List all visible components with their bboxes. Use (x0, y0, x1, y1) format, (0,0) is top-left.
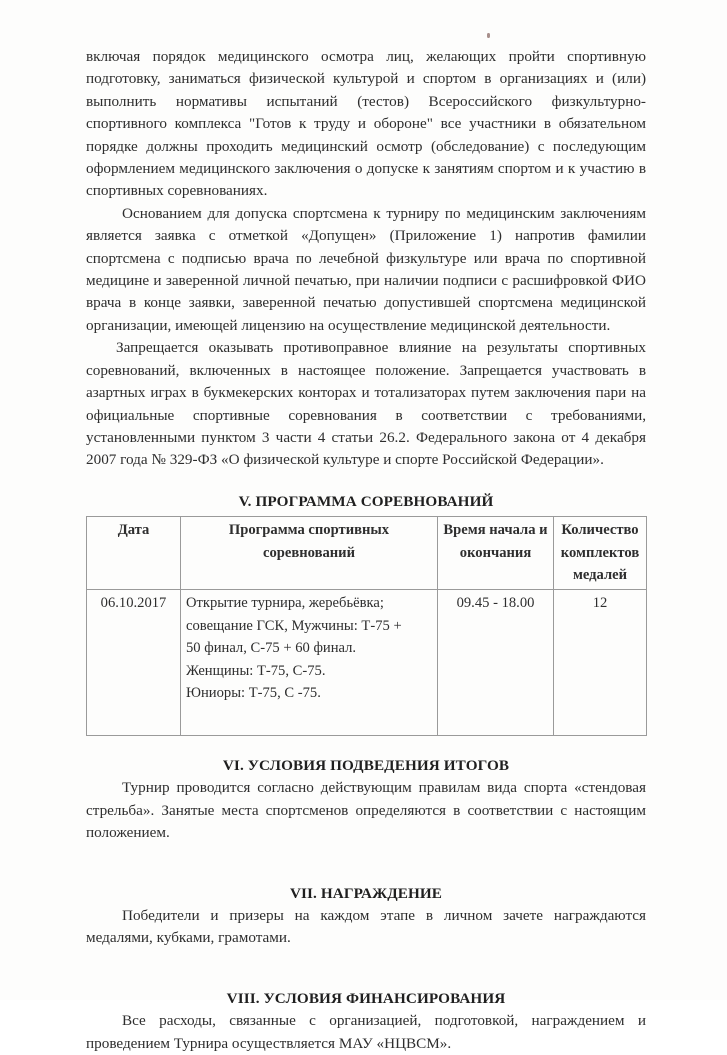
section-vii (86, 883, 646, 950)
cell-time: 09.45 - 18.00 (438, 589, 554, 735)
section-vii-body: Победители и призеры на каждом этапе в личном зачете награждаются медалями, кубками, грамотами. (86, 906, 646, 947)
table-header-row (87, 517, 647, 590)
table-row (87, 589, 647, 735)
program-line: Открытие турнира, жеребьёвка; (186, 594, 384, 611)
paragraph-medical-examination: включая порядок медицинского осмотра лиц, желающих пройти спортивную подготовку, заниматься физической культурой и спортом в организациях и (или) выполнить нормативы испытаний (тестов) Всероссийского физкультурно-спортивного комплекса "Готов к труду и обороне" все участники в обязательном порядке должны проходить медицинский осмотр (обследование) с последующим оформлением медицинского заключения о допуске к занятиям спортом и к участию в спортивных соревнованиях. (86, 48, 646, 200)
cell-program (181, 589, 438, 735)
program-line: 50 финал, С-75 + 60 финал. (186, 640, 357, 657)
cell-bottom-padding (186, 705, 432, 733)
program-line: Женщины: Т-75, С-75. (186, 662, 326, 679)
program-table (86, 516, 647, 736)
header-date: Дата (87, 517, 181, 590)
document-body (86, 46, 646, 1055)
header-time: Время начала и окончания (438, 517, 554, 590)
section-viii (86, 988, 646, 1055)
program-table-head (87, 517, 647, 590)
page-speck-mark (487, 33, 490, 38)
program-line: совещание ГСК, Мужчины: Т-75 + (186, 617, 402, 634)
section-vii-title: VII. НАГРАЖДЕНИЕ (289, 884, 443, 902)
section-viii-body: Все расходы, связанные с организацией, подготовкой, награждением и проведением Турнира осуществляется МАУ «НЦВСМ». (86, 1012, 646, 1052)
paragraph-prohibitions: Запрещается оказывать противоправное влияние на результаты спортивных соревнований, включенных в настоящее положение. Запрещается участвовать в азартных играх в букмекерских конторах и тотализаторах путем заключения пари на официальные спортивные соревнования в соответствии с требованиями, установленными пунктом 3 части 4 статьи 26.2. Федерального закона от 4 декабря 2007 года № 329-ФЗ «О физической культуре и спорте Российской Федерации». (86, 339, 646, 469)
program-line: Юниоры: Т-75, С -75. (186, 685, 321, 702)
section-viii-title: VIII. УСЛОВИЯ ФИНАНСИРОВАНИЯ (226, 989, 506, 1007)
section-vi (86, 755, 646, 845)
program-table-body (87, 589, 647, 735)
section-vi-title: VI. УСЛОВИЯ ПОДВЕДЕНИЯ ИТОГОВ (222, 756, 510, 774)
paragraph-admission-basis: Основанием для допуска спортсмена к турниру по медицинским заключениям является заявка с отметкой «Допущен» (Приложение 1) напротив фамилии спортсмена с подписью врача по лечебной физкультуре или врача по спортивной медицине и заверенной личной печатью, при наличии подписи с расшифровкой ФИО врача в конце заявки, заверенной печатью допустившей спортсмена медицинской организации, имеющей лицензию на осуществление медицинской деятельности. (86, 204, 646, 334)
section-v (86, 491, 646, 736)
section-v-title: V. ПРОГРАММА СОРЕВНОВАНИЙ (238, 492, 494, 510)
header-program: Программа спортивных соревнований (181, 517, 438, 590)
section-vi-body: Турнир проводится согласно действующим правилам вида спорта «стендовая стрельба». Занятые места спортсменов определяются в соответствии с настоящим положением. (86, 779, 646, 842)
cell-date: 06.10.2017 (87, 589, 181, 735)
header-medal-sets: Количество комплектов медалей (554, 517, 647, 590)
cell-medal-sets: 12 (554, 589, 647, 735)
